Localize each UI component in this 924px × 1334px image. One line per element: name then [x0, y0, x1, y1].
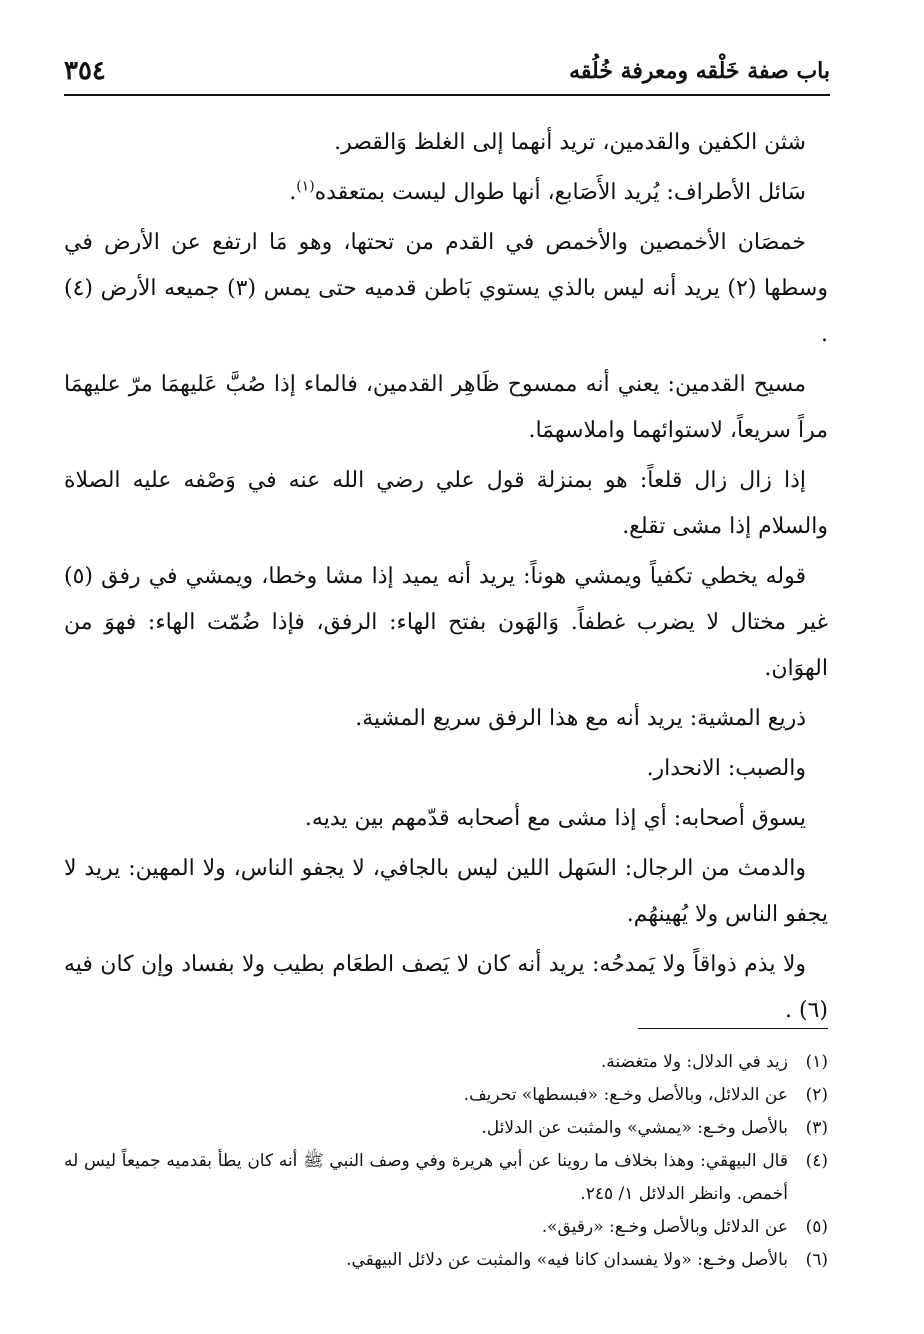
paragraph-text: مسيح القدمين: يعني أنه ممسوح ظَاهِر القدمين، فالماء إذا صُبَّ عَليهمَا مرّ عليهمَا مراً سريعاً، لاستوائهما واملاسهمَا. — [64, 372, 828, 443]
paragraph-text: والصبب: الانحدار. — [646, 756, 806, 781]
footnote-text: عن الدلائل وبالأصل وخـع: «رقيق». — [541, 1217, 788, 1237]
footnote-text: زيد في الدلال: ولا متغضنة. — [600, 1052, 788, 1072]
footnote — [64, 1112, 828, 1145]
paragraph-text: ذريع المشية: يريد أنه مع هذا الرفق سريع المشية. — [355, 706, 806, 731]
footnotes — [64, 1046, 828, 1277]
paragraph — [64, 458, 828, 550]
paragraph — [64, 120, 828, 166]
paragraph — [64, 220, 828, 358]
paragraph-text: قوله يخطي تكفياً ويمشي هوناً: يريد أنه يميد إذا مشا وخطا، ويمشي في رفق (٥) غير مختال لا يضرب غطفاً. وَالهَون بفتح الهاء: الرفق، فإذا ضُمّت الهاء: فهوَ من الهوَان. — [64, 564, 828, 681]
footnote-number: (٣) — [805, 1118, 828, 1138]
main-text — [64, 120, 828, 1038]
footnote-text: قال البيهقي: وهذا بخلاف ما روينا عن أبي هريرة وفي وصف النبي ﷺ أنه كان يطأ بقدميه جميعاً ليس له أخمص. وانظر الدلائل ١/ ٢٤٥. — [64, 1151, 788, 1204]
footnote-ref: (١) — [296, 178, 315, 195]
paragraph-text: يسوق أصحابه: أي إذا مشى مع أصحابه قدّمهم بين يديه. — [304, 806, 806, 831]
paragraph — [64, 554, 828, 692]
paragraph: سَائل الأطراف: يُريد الأَصَابع، أنها طوال ليست بمتعقده$^{(١)}$. — [289, 178, 806, 205]
paragraph-text: إذا زال زال قلعاً: هو بمنزلة قول علي رضي الله عنه في وَصْفه عليه الصلاة والسلام إذا مشى تقلع. — [64, 468, 828, 539]
paragraph — [64, 796, 828, 842]
footnote — [64, 1046, 828, 1079]
paragraph-text: سَائل الأطراف: يُريد الأَصَابع، أنها طوال ليست بمتعقده — [314, 180, 806, 205]
running-title: باب صفة خَلْقه ومعرفة خُلُقه — [569, 58, 830, 84]
paragraph — [64, 362, 828, 454]
paragraph — [64, 942, 828, 1034]
footnote-number: (١) — [805, 1052, 828, 1072]
paragraph — [64, 846, 828, 938]
page-number: ٣٥٤ — [64, 56, 106, 86]
footnote-divider — [638, 1028, 828, 1029]
paragraph — [64, 746, 828, 792]
footnote-number: (٦) — [805, 1250, 828, 1270]
paragraph — [64, 696, 828, 742]
footnote-text: عن الدلائل، وبالأصل وخـع: «فبسطها» تحريف. — [463, 1085, 788, 1105]
page-header — [64, 56, 830, 96]
paragraph-text: شثن الكفين والقدمين، تريد أنهما إلى الغلظ وَالقصر. — [334, 130, 806, 155]
footnote-text: بالأصل وخـع: «ولا يفسدان كانا فيه» والمثبت عن دلائل البيهقي. — [346, 1250, 788, 1270]
paragraph-text: ولا يذم ذواقاً ولا يَمدحُه: يريد أنه كان لا يَصف الطعَام بطيب ولا بفساد وإن كان فيه (٦) . — [64, 952, 828, 1023]
footnote-text: بالأصل وخـع: «يمشي» والمثبت عن الدلائل. — [481, 1118, 788, 1138]
footnote — [64, 1145, 828, 1211]
paragraph-text: خمصَان الأخمصين والأخمص في القدم من تحتها، وهو مَا ارتفع عن الأرض في وسطها (٢) يريد أنه ليس بالذي يستوي بَاطن قدميه حتى يمس (٣) جميعه الأرض (٤) . — [64, 230, 828, 347]
footnote — [64, 1244, 828, 1277]
paragraph-text: والدمث من الرجال: السَهل اللين ليس بالجافي، لا يجفو الناس، ولا المهين: يريد لا يجفو الناس ولا يُهينهُم. — [64, 856, 828, 927]
footnote — [64, 1211, 828, 1244]
footnote-number: (٢) — [805, 1085, 828, 1105]
footnote — [64, 1079, 828, 1112]
footnote-number: (٥) — [805, 1217, 828, 1237]
footnote-number: (٤) — [805, 1151, 828, 1171]
